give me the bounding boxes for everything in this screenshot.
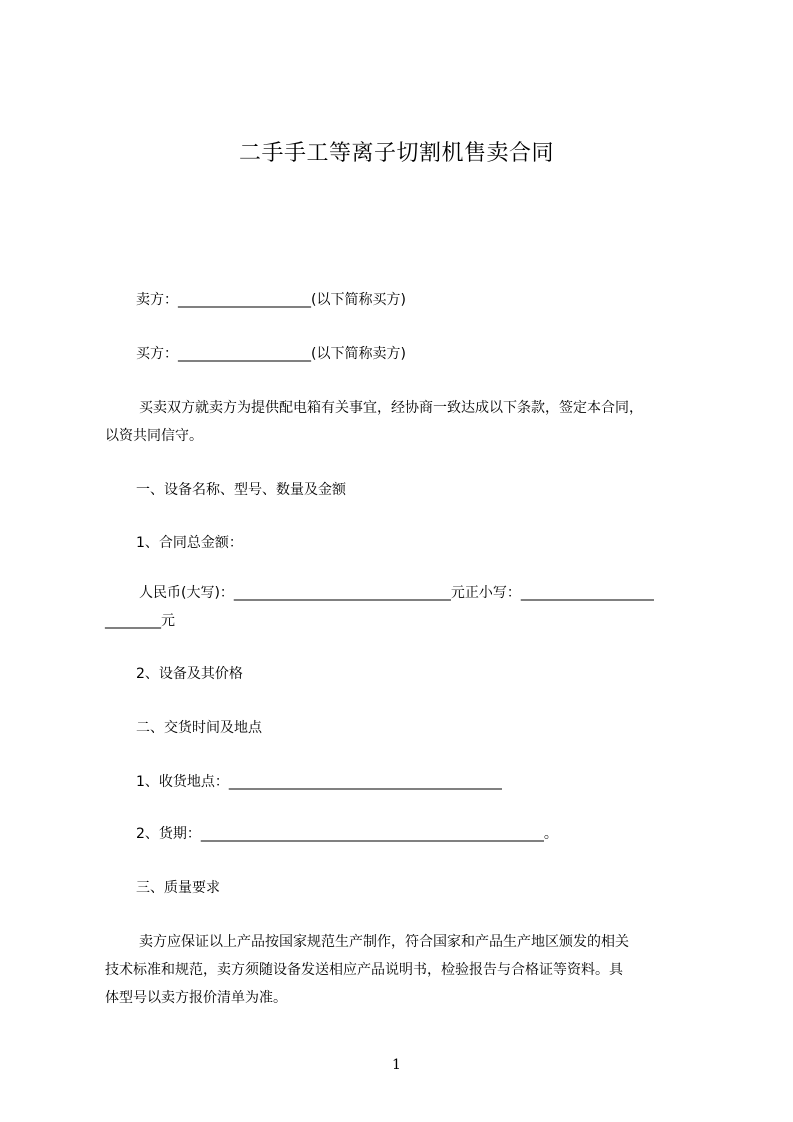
intro-line-1: 买卖双方就卖方为提供配电箱有关事宜，经协商一致达成以下条款，签定本合同， (139, 400, 643, 416)
intro-paragraph (105, 394, 715, 450)
item-1-2: 2、设备及其价格 (136, 666, 243, 682)
quality-line-3: 体型号以卖方报价清单为准。 (105, 990, 287, 1006)
amount-line-1: 人民币(大写)：_______________________________元正小写：___________________ (139, 585, 654, 601)
document-title: 二手手工等离子切割机售卖合同 (238, 141, 554, 166)
buyer-line: 买方：___________________(以下简称卖方) (136, 346, 406, 362)
item-2-2: 2、货期：_________________________________________________。 (136, 826, 558, 842)
item-2-1: 1、收货地点：_______________________________________ (136, 774, 502, 790)
amount-line-2: ________元 (105, 613, 175, 629)
section-2-heading: 二、交货时间及地点 (136, 720, 262, 736)
quality-line-2: 技术标准和规范，卖方须随设备发送相应产品说明书，检验报告与合格证等资料。具 (105, 962, 623, 978)
seller-line: 卖方：___________________(以下简称买方) (136, 292, 406, 308)
item-1-1: 1、合同总金额： (136, 535, 243, 551)
section-1-heading: 一、设备名称、型号、数量及金额 (136, 482, 346, 498)
amount-paragraph (105, 579, 715, 635)
quality-line-1: 卖方应保证以上产品按国家规范生产制作，符合国家和产品生产地区颁发的相关 (139, 934, 629, 950)
section-3-heading: 三、质量要求 (136, 880, 220, 896)
page-number: 1 (392, 1057, 401, 1073)
quality-paragraph (105, 928, 715, 1012)
intro-line-2: 以资共同信守。 (105, 428, 203, 444)
